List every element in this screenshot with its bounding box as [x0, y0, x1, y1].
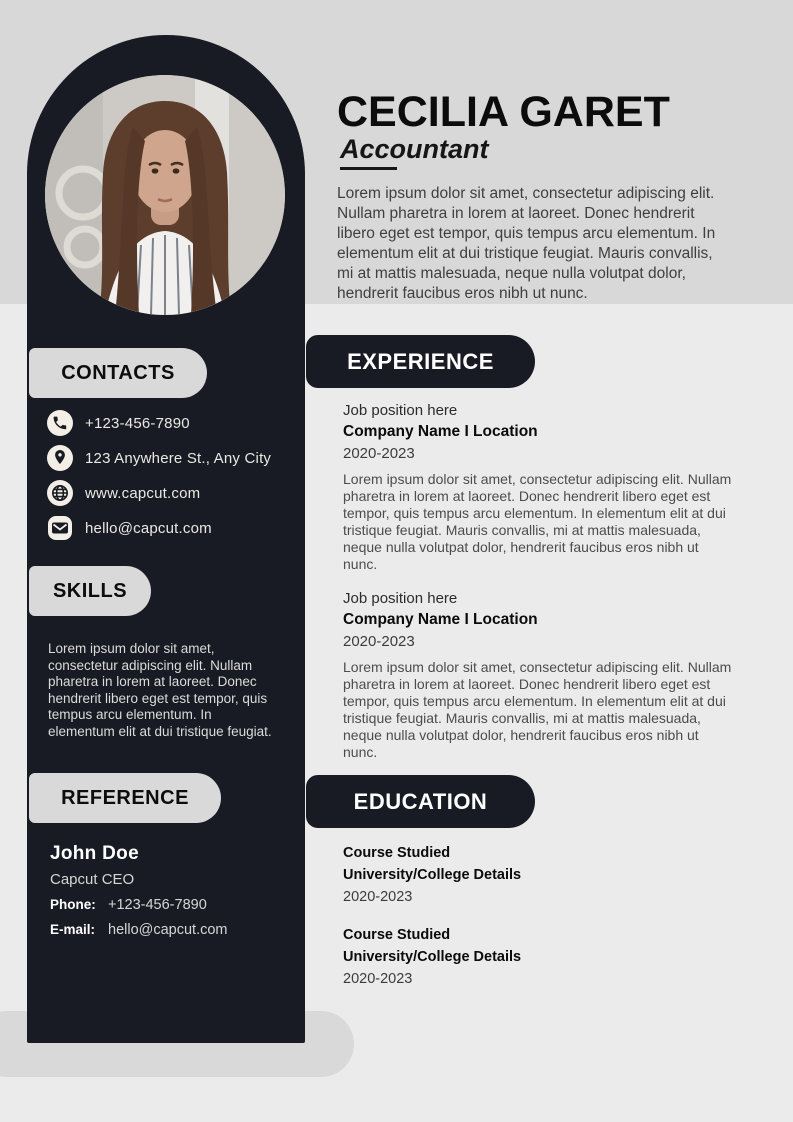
job-description: Lorem ipsum dolor sit amet, consectetur adipiscing elit. Nullam pharetra in lorem at laoreet. Donec hendrerit libero eget est tempor, quis tempus arcu elementum. In elementum elit at dui tristique feugiat. Mauris convallis, mi at mattis malesuada, neque nulla volutpat dolor, hendrerit faucibus eros nibh ut nunc.	[343, 659, 732, 760]
role-underline	[340, 167, 397, 170]
job-description: Lorem ipsum dolor sit amet, consectetur adipiscing elit. Nullam pharetra in lorem at laoreet. Donec hendrerit libero eget est tempor, quis tempus arcu elementum. In elementum elit at dui tristique feugiat. Mauris convallis, mi at mattis malesuada, neque nulla volutpat dolor, hendrerit faucibus eros nibh ut nunc.	[343, 471, 732, 572]
education-dates: 2020-2023	[343, 971, 413, 987]
profile-photo	[45, 75, 285, 315]
contact-address: 123 Anywhere St., Any City	[85, 449, 272, 467]
job-position: Job position here	[343, 402, 458, 419]
reference-email-line	[50, 922, 290, 938]
company-name: Company Name I Location	[343, 611, 538, 628]
contact-row-phone	[47, 410, 292, 436]
university-details: University/College Details	[343, 867, 522, 883]
education-section-header	[306, 775, 535, 828]
education-entry	[343, 927, 643, 987]
education-entry	[343, 845, 643, 905]
contact-phone: +123-456-7890	[85, 414, 190, 432]
reference-phone-label: Phone:	[50, 897, 96, 912]
job-dates: 2020-2023	[343, 633, 415, 650]
location-icon	[47, 445, 73, 471]
contact-list	[47, 410, 292, 550]
contact-row-email	[47, 515, 292, 541]
job-position: Job position here	[343, 590, 458, 607]
reference-phone-value: +123-456-7890	[108, 897, 207, 913]
company-name: Company Name I Location	[343, 423, 538, 440]
phone-icon	[47, 410, 73, 436]
contact-row-website	[47, 480, 292, 506]
reference-phone-line	[50, 897, 290, 913]
education-dates: 2020-2023	[343, 889, 413, 905]
sidebar	[27, 35, 305, 1043]
reference-name: John Doe	[50, 843, 139, 864]
email-icon	[47, 515, 73, 541]
skills-title: SKILLS	[52, 579, 128, 602]
course-name: Course Studied	[343, 845, 451, 861]
course-name: Course Studied	[343, 927, 451, 943]
globe-icon	[47, 480, 73, 506]
skills-section-header	[29, 566, 151, 616]
skills-text: Lorem ipsum dolor sit amet, consectetur adipiscing elit. Nullam pharetra in lorem at laoreet. Donec hendrerit libero eget est tempor, quis tempus arcu elementum. In elementum elit at dui tristique feugiat.	[48, 641, 272, 739]
education-title: EDUCATION	[353, 788, 488, 814]
contacts-section-header	[29, 348, 207, 398]
reference-email-value: hello@capcut.com	[108, 922, 228, 938]
experience-section-header	[306, 335, 535, 388]
reference-position: Capcut CEO	[50, 871, 135, 888]
reference-block	[50, 843, 290, 938]
job-dates: 2020-2023	[343, 445, 415, 462]
page-title-name: CECILIA GARET	[337, 88, 670, 136]
experience-entry	[343, 590, 738, 761]
job-role-subtitle: Accountant	[340, 134, 489, 164]
reference-title: REFERENCE	[61, 786, 189, 809]
intro-paragraph: Lorem ipsum dolor sit amet, consectetur adipiscing elit. Nullam pharetra in lorem at laoreet. Donec hendrerit libero eget est tempor, quis tempus arcu elementum. In elementum elit at dui tristique feugiat. Mauris convallis, mi at mattis malesuada, neque nulla volutpat dolor, hendrerit faucibus eros nibh ut nunc.	[337, 185, 716, 302]
contact-row-address	[47, 445, 292, 471]
contact-website: www.capcut.com	[85, 484, 201, 502]
contacts-title: CONTACTS	[61, 361, 175, 384]
experience-entry	[343, 402, 738, 573]
university-details: University/College Details	[343, 949, 522, 965]
experience-title: EXPERIENCE	[347, 348, 494, 374]
reference-section-header	[29, 773, 221, 823]
contact-email: hello@capcut.com	[85, 519, 212, 537]
reference-email-label: E-mail:	[50, 922, 96, 937]
